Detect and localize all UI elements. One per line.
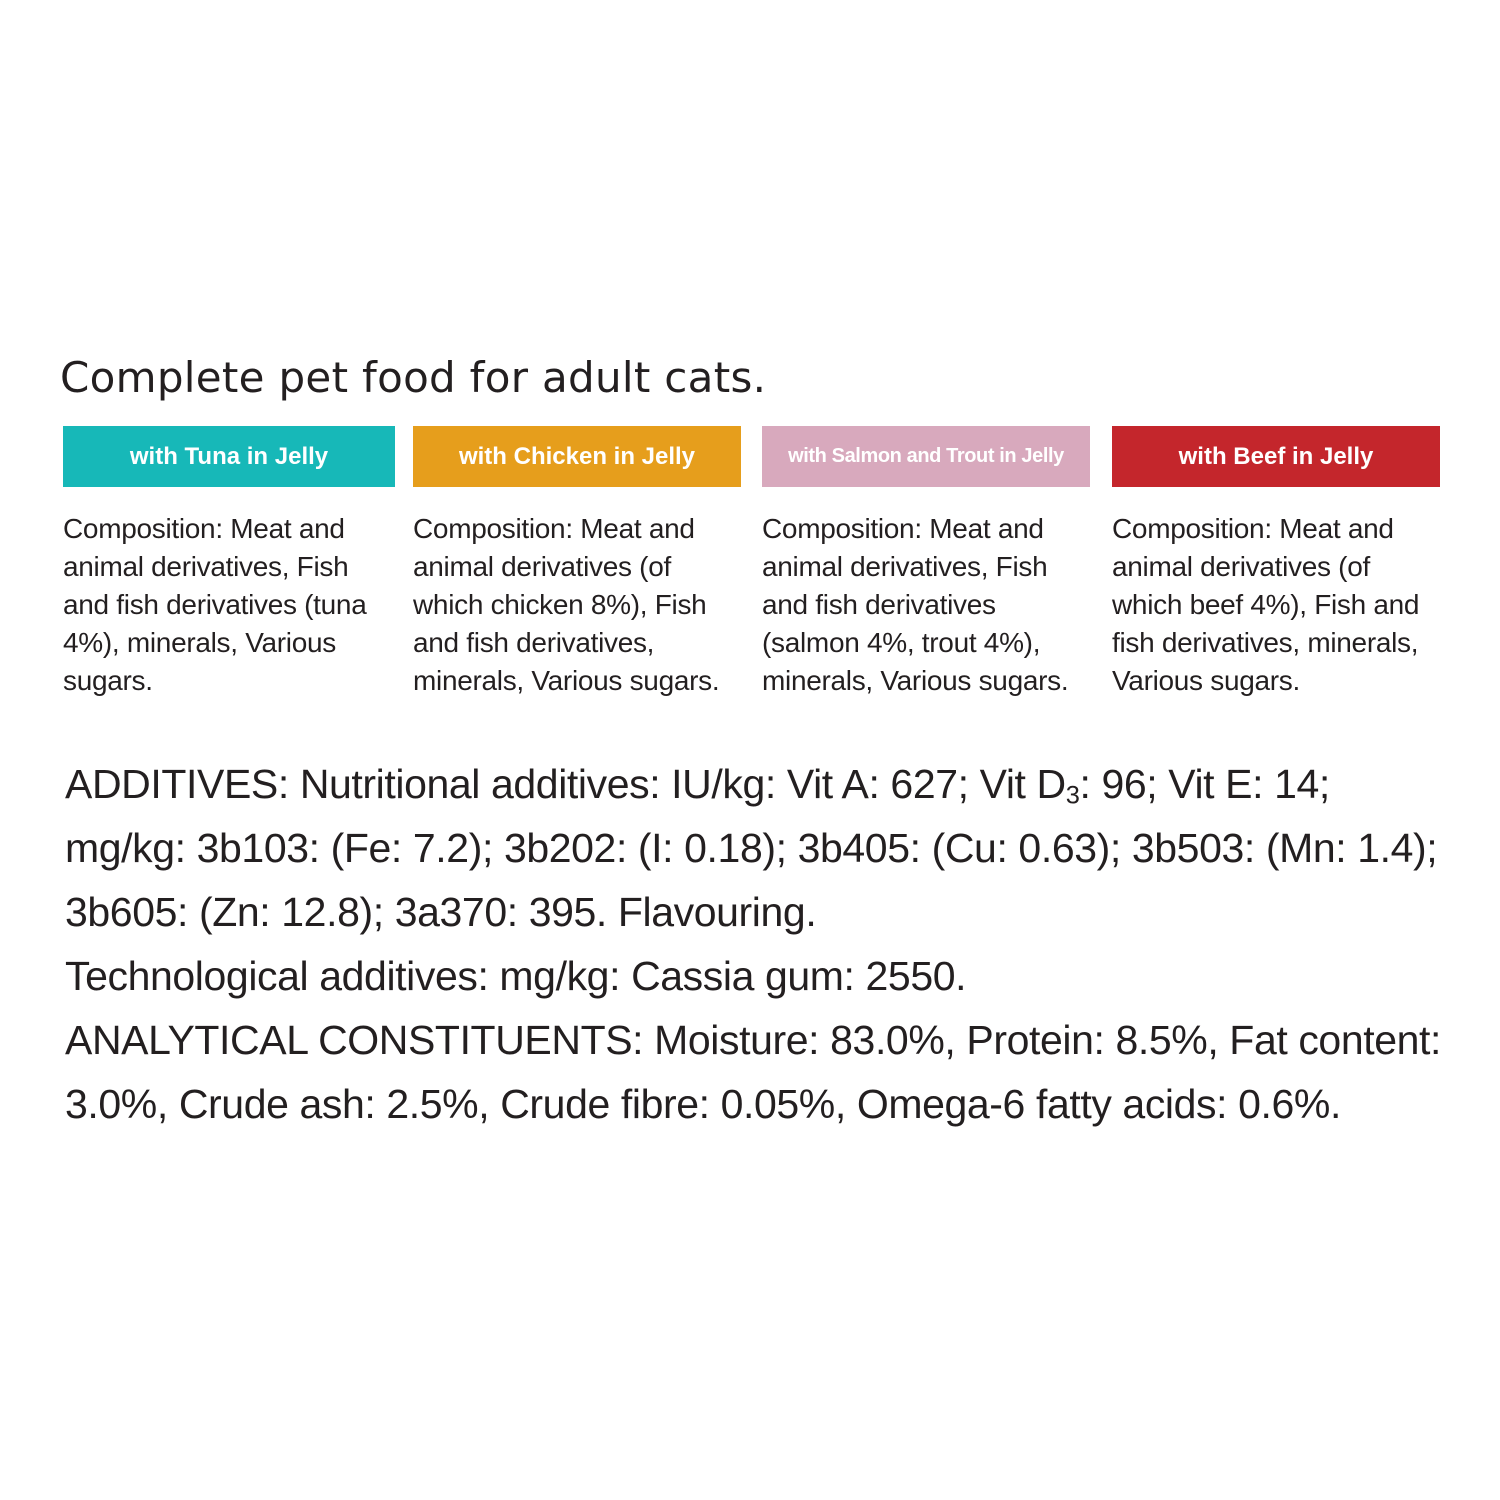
technological-additives: Technological additives: mg/kg: Cassia gum: 2550. [65,953,967,999]
variant-columns [60,426,1445,726]
variant-salmon-trout [762,426,1090,700]
variant-chicken [413,426,741,700]
nutritional-additives [65,752,1455,944]
composition-salmon-trout: Composition: Meat and animal derivatives, Fish and fish derivatives (salmon 4%, trout 4%), minerals, Various sugars. [762,513,1069,696]
additives-text-part-1: ADDITIVES: Nutritional additives: IU/kg: Vit A: 627; Vit D [65,761,1066,807]
variant-beef [1112,426,1440,700]
analytical-constituents: ANALYTICAL CONSTITUENTS: Moisture: 83.0%, Protein: 8.5%, Fat content: 3.0%, Crude ash: 2.5%, Crude fibre: 0.05%, Omega-6 fatty acids: 0.6%. [65,1017,1442,1127]
composition-beef: Composition: Meat and animal derivatives (of which beef 4%), Fish and fish derivatives, minerals, Various sugars. [1112,513,1420,696]
variant-banner-chicken: with Chicken in Jelly [413,426,741,487]
variant-banner-tuna: with Tuna in Jelly [63,426,395,487]
variant-banner-beef: with Beef in Jelly [1112,426,1440,487]
additives-text-part-2: : 96; Vit E: 14; mg/kg: 3b103: (Fe: 7.2); 3b202: (I: 0.18); 3b405: (Cu: 0.63); 3b503: (Mn: 1.4); 3b605: (Zn: 12.8); 3a370: 395. Flavouring. [65,761,1438,935]
composition-chicken: Composition: Meat and animal derivatives (of which chicken 8%), Fish and fish derivatives, minerals, Various sugars. [413,513,720,696]
variant-tuna [63,426,395,700]
additives-block [65,752,1455,1136]
variant-banner-salmon-trout: with Salmon and Trout in Jelly [762,426,1090,487]
composition-tuna: Composition: Meat and animal derivatives, Fish and fish derivatives (tuna 4%), minerals, Various sugars. [63,513,367,696]
page-title: Complete pet food for adult cats. [60,353,767,402]
vitamin-d-subscript: 3 [1065,781,1080,810]
